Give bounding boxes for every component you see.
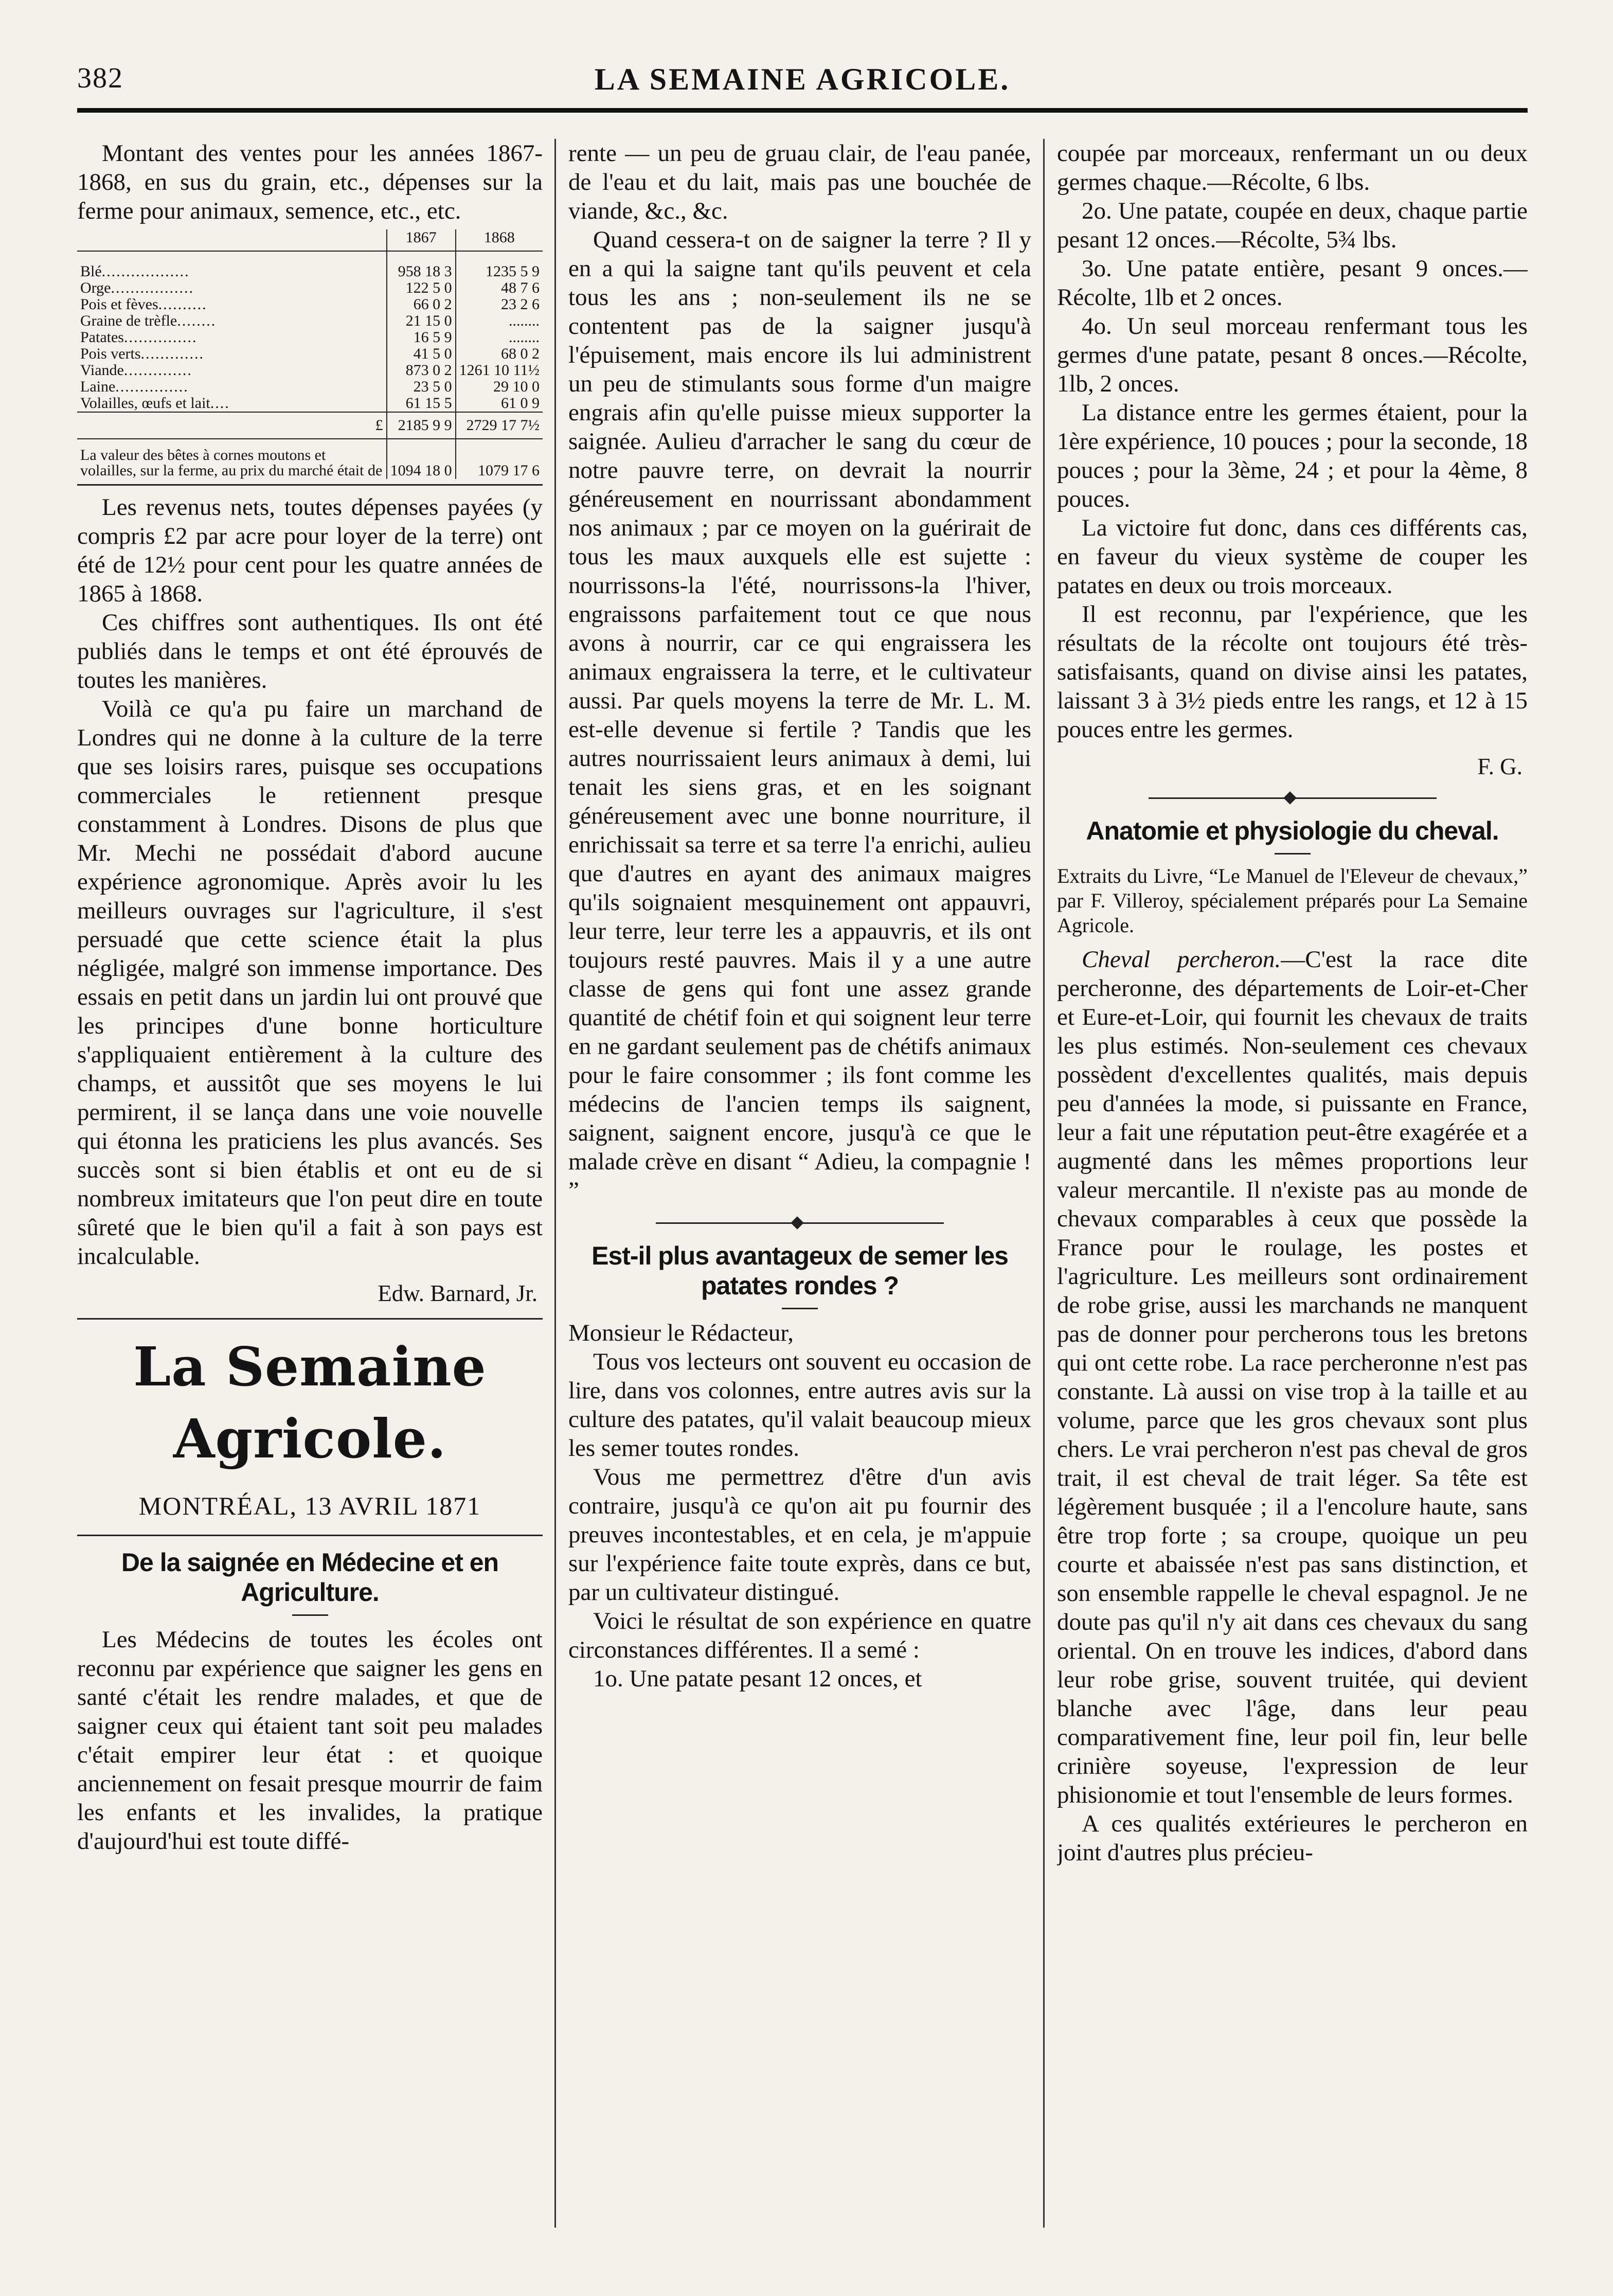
- cell-1867: 21 15 0: [387, 313, 456, 329]
- row-label: Graine de trèfle........: [80, 312, 217, 329]
- total-1867: 2185 9 9: [387, 412, 456, 439]
- livestock-1868: 1079 17 6: [456, 439, 543, 479]
- cell-1868: ........: [456, 313, 543, 329]
- salutation: Monsieur le Rédacteur,: [568, 1320, 794, 1346]
- row-label: Viande..............: [80, 362, 192, 379]
- section-rule: [77, 1535, 543, 1536]
- author-signature: Edw. Barnard, Jr.: [378, 1280, 537, 1306]
- column-divider: [554, 139, 556, 2228]
- paragraph: Il est reconnu, par l'expérience, que les résultats de la récolte ont toujours été très-satisfaisants, quand on divise ainsi les patates, laissant 3 à 3½ pieds entre les rangs, et 12 à 15 pouces entre les germes.: [1057, 601, 1528, 743]
- cell-1867: 23 5 0: [387, 379, 456, 395]
- ornamental-rule: [1149, 793, 1437, 803]
- row-label: Laine...............: [80, 378, 189, 395]
- author-signature: F. G.: [1477, 754, 1522, 779]
- table-total-row: [77, 412, 543, 439]
- paragraph: Les Médecins de toutes les écoles ont reconnu par expérience que saigner les gens en santé c'était les rendre malades, et que de saigner ceux qui étaient tant soit peu malades c'était empirer leur état : et quoique anciennement on fesait presque mourrir de faim les enfants et les invalides, la pratique d'aujourd'hui est toute diffé-: [77, 1626, 543, 1855]
- paragraph: La distance entre les germes étaient, pour la 1ère expérience, 10 pouces ; pour la seconde, 18 pouces ; pour la 3ème, 24 ; et pour la 4ème, 8 pouces.: [1057, 399, 1528, 512]
- paragraph: 3o. Une patate entière, pesant 9 onces.—Récolte, 1lb et 2 onces.: [1057, 255, 1528, 311]
- title-rule: [782, 1308, 818, 1309]
- column-3: [1057, 139, 1528, 2238]
- running-head: [77, 62, 1528, 103]
- total-label: £: [77, 412, 387, 439]
- header-rule: [77, 108, 1528, 113]
- section-rule: [77, 1318, 543, 1320]
- page-number: 382: [77, 62, 123, 94]
- cell-1868: 29 10 0: [456, 379, 543, 395]
- article-title: Est-il plus avantageux de semer les patates rondes ?: [592, 1241, 1008, 1300]
- cell-1867: 122 5 0: [387, 280, 456, 296]
- paragraph: A ces qualités extérieures le percheron en joint d'autres plus précieu-: [1057, 1810, 1528, 1866]
- sales-table: [77, 229, 543, 479]
- journal-title: LA SEMAINE AGRICOLE.: [594, 62, 1011, 96]
- table-row: [77, 296, 543, 313]
- paragraph: coupée par morceaux, renfermant un ou deux germes chaque.—Récolte, 6 lbs.: [1057, 140, 1528, 195]
- table-row: [77, 346, 543, 362]
- row-label: Pois et fèves..........: [80, 296, 207, 313]
- row-label: Orge.................: [80, 279, 194, 296]
- paragraph: Voilà ce qu'a pu faire un marchand de Londres qui ne donne à la culture de la terre que ses loisirs rares, puisque ses occupations commerciales le retiennent presque constamment à Londres. Disons de plus que Mr. Mechi ne possédait d'abord aucune expérience agronomique. Après avoir lu les meilleurs ouvrages sur l'agriculture, il s'est persuadé que cette science était la plus négligée, malgré son immense importance. Des essais en petit dans un jardin lui ont prouvé que les principes d'une bonne horticulture s'appliquaient entièrement à la culture des champs, et aussitôt que ses moyens le lui permirent, il se lança dans une voie nouvelle qui étonna les praticiens les plus avancés. Ses succès sont si bien établis et ont eu de si nombreux imitateurs que l'on peut dire en toute sûreté que le bien qu'il a fait à son pays est incalculable.: [77, 696, 543, 1270]
- cell-1867: 61 15 5: [387, 395, 456, 412]
- lead-in: Cheval percheron.: [1082, 946, 1281, 973]
- livestock-row: [77, 439, 543, 479]
- cell-1868: 1235 5 9: [456, 251, 543, 280]
- cell-1867: 66 0 2: [387, 296, 456, 313]
- total-1868: 2729 17 7½: [456, 412, 543, 439]
- paragraph: Vous me permettrez d'être d'un avis contraire, jusqu'à ce qu'on ait pu fournir des preuves incontestables, et en cela, je m'appuie sur l'expérience faite toute exprès, dans ce but, par un cultivateur distingué.: [568, 1464, 1031, 1606]
- cell-1868: 23 2 6: [456, 296, 543, 313]
- table-row: [77, 329, 543, 346]
- table-header-row: [77, 229, 543, 251]
- cell-1867: 16 5 9: [387, 329, 456, 346]
- dateline: MONTRÉAL, 13 AVRIL 1871: [138, 1491, 481, 1520]
- table-row: [77, 251, 543, 280]
- paragraph: Quand cessera-t on de saigner la terre ? Il y en a qui la saigne tant qu'ils peuvent et cela tous les ans ; non-seulement ils ne se contentent pas de la saigner jusqu'à l'épuisement, mais encore ils lui administrent un peu de stimulants sous forme d'un maigre engrais afin qu'elle puisse mieux supporter la saignée. Aulieu d'arracher le sang du cœur de notre pauvre terre, on devrait la nourrir généreusement en nourrissant abondamment nos animaux ; par ce moyen on la guérirait de tous les maux auxquels elle est sujette : nourrissons-la l'été, nourrissons-la l'hiver, engraissons parfaitement tout ce que nous avons à nourrir, car ce qui engraissera les animaux engraissera la terre, et le cultivateur aussi. Par quels moyens la terre de Mr. L. M. est-elle devenue si fertile ? Tandis que les autres nourrissaient leurs animaux à demi, lui tenait les siens gras, et en les soignant généreusement avec une bonne nourriture, il enrichissait sa terre et sa terre l'a enrichi, aulieu que d'autres en ayant des animaux maigres qu'ils soignaient mesquinement ont appauvri, leur terre, leur terre les a appauvris, et ils ont toujours resté pauvres. Mais il y a une autre classe de gens qui font une assez grande quantité de chétif foin et qui soignent leur terre en ne gardant seulement pas de chétifs animaux pour le faire consommer ; ils font comme les médecins de l'ancien temps ils saignent, saignent, saignent encore, jusqu'à ce que le malade crève en disant “ Adieu, la compagnie ! ”: [568, 226, 1031, 1204]
- paragraph: Les revenus nets, toutes dépenses payées (y compris £2 par acre pour loyer de la terre) ont été de 12½ pour cent pour les quatre années de 1865 à 1868.: [77, 494, 543, 607]
- column-divider: [1043, 139, 1045, 2228]
- table-row: [77, 362, 543, 379]
- livestock-1867: 1094 18 0: [387, 439, 456, 479]
- row-label: Pois verts.............: [80, 345, 205, 362]
- paragraph: Tous vos lecteurs ont souvent eu occasion de lire, dans vos colonnes, entre autres avis sur la culture des patates, qu'il valait beaucoup mieux les semer toutes rondes.: [568, 1348, 1031, 1462]
- masthead: La Semaine Agricole.: [133, 1335, 487, 1470]
- table-header-1868: 1868: [456, 229, 543, 251]
- ornament-diamond: [791, 1216, 803, 1229]
- paragraph: Ces chiffres sont authentiques. Ils ont été publiés dans le temps et ont été éprouvés de toutes les manières.: [77, 609, 543, 693]
- title-rule: [1275, 853, 1311, 855]
- column-1: [77, 139, 543, 2238]
- cell-1867: 958 18 3: [387, 251, 456, 280]
- cell-1867: 41 5 0: [387, 346, 456, 362]
- article-title: Anatomie et physiologie du cheval.: [1086, 816, 1499, 845]
- table-intro: Montant des ventes pour les années 1867-1868, en sus du grain, etc., dépenses sur la ferme pour animaux, semence, etc., etc.: [77, 140, 543, 224]
- title-rule: [292, 1614, 328, 1616]
- table-header-label: [77, 229, 387, 251]
- table-row: [77, 395, 543, 412]
- cell-1868: 68 0 2: [456, 346, 543, 362]
- paragraph: rente — un peu de gruau clair, de l'eau panée, de l'eau et du lait, mais pas une bouchée de viande, &c., &c.: [568, 140, 1031, 224]
- table-row: [77, 379, 543, 395]
- ornament-diamond: [1283, 791, 1296, 804]
- cell-1868: 61 0 9: [456, 395, 543, 412]
- ornamental-rule: [656, 1218, 944, 1227]
- paragraph: Voici le résultat de son expérience en quatre circonstances différentes. Il a semé :: [568, 1608, 1031, 1663]
- cell-1868: 1261 10 11½: [456, 362, 543, 379]
- article-title: De la saignée en Médecine et en Agriculture.: [121, 1548, 499, 1607]
- column-2: [568, 139, 1031, 2238]
- livestock-label: La valeur des bêtes à cornes moutons et volailles, sur la ferme, au prix du marché était de: [80, 447, 383, 479]
- paragraph: 1o. Une patate pesant 12 onces, et: [593, 1665, 922, 1692]
- table-bottom-rule: [77, 484, 543, 486]
- paragraph: [1057, 945, 1528, 1809]
- paragraph-body: —C'est la race dite percheronne, des départements de Loir-et-Cher et Eure-et-Loir, qui fournit les chevaux de traits les plus estimés. Non-seulement ces chevaux possèdent d'excellentes qualités, mais depuis peu d'années la mode, si puissante en France, leur a fait une réputation peut-être exagérée et a augmenté dans les mêmes proportions leur valeur mercantile. Il n'existe pas au monde de chevaux comparables à ceux que possède la France pour le roulage, les postes et l'agriculture. Les meilleurs sont ordinairement de robe grise, aussi les marchands ne manquent pas de donner pour percherons tous les bretons qui ont cette robe. La race percheronne n'est pas constante. Là aussi on vise trop à la taille et au volume, parce que les gros chevaux sont plus chers. Le vrai percheron n'est pas cheval de gros trait, il est cheval de trait léger. Sa tête est légèrement busquée ; il a l'encolure haute, sans être trop forte ; sa croupe, quoique un peu courte et abaissée n'est pas sans distinction, et son ensemble rappelle le cheval espagnol. Je ne doute pas qu'il n'y ait dans ces chevaux du sang oriental. On en trouve les indices, d'abord dans leur robe grise, souvent truitée, qui devient blanche avec l'âge, dans leur peau comparativement fine, leur poil fin, leur belle crinière soyeuse, l'expression de leur phisionomie et tout l'ensemble de leurs formes.: [1057, 946, 1528, 1808]
- table-row: [77, 313, 543, 329]
- paragraph: La victoire fut donc, dans ces différents cas, en faveur du vieux système de couper les patates en deux ou trois morceaux.: [1057, 514, 1528, 599]
- table-row: [77, 280, 543, 296]
- row-label: Volailles, œufs et lait....: [80, 395, 230, 412]
- source-note: Extraits du Livre, “Le Manuel de l'Eleveur de chevaux,” par F. Villeroy, spécialement préparés pour La Semaine Agricole.: [1057, 864, 1528, 937]
- row-label: Blé..................: [80, 263, 190, 280]
- row-label: Patates...............: [80, 329, 198, 346]
- table-header-1867: 1867: [387, 229, 456, 251]
- cell-1867: 873 0 2: [387, 362, 456, 379]
- cell-1868: ........: [456, 329, 543, 346]
- cell-1868: 48 7 6: [456, 280, 543, 296]
- paragraph: 2o. Une patate, coupée en deux, chaque partie pesant 12 onces.—Récolte, 5¾ lbs.: [1057, 198, 1528, 253]
- paragraph: 4o. Un seul morceau renfermant tous les germes d'une patate, pesant 8 onces.—Récolte, 1lb, 2 onces.: [1057, 313, 1528, 397]
